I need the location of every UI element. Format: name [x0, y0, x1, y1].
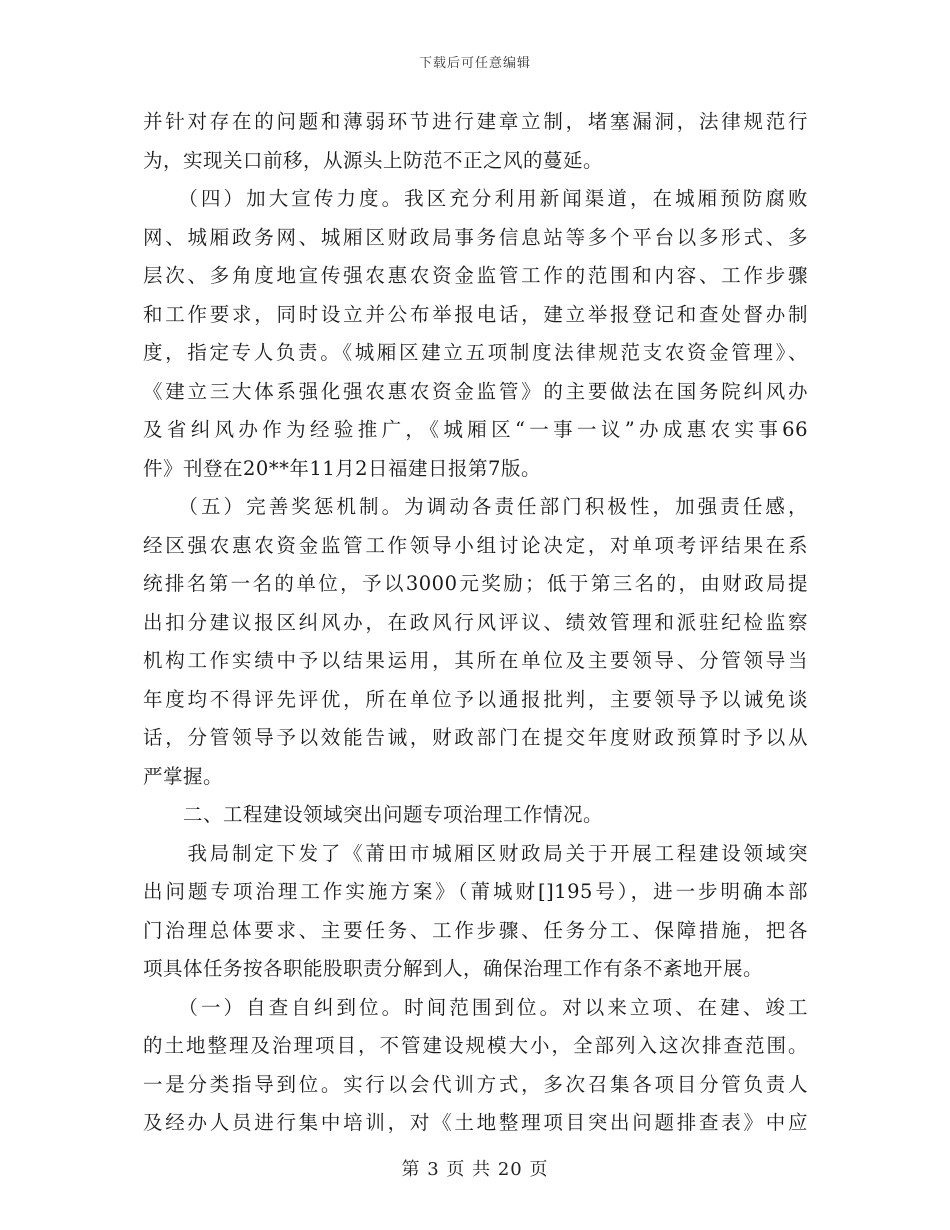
text-line: （一）自查自纠到位。时间范围到位。对以来立项、在建、竣工: [143, 995, 808, 1019]
text-line: 门治理总体要求、主要任务、工作步骤、任务分工、保障措施，把各: [143, 918, 808, 942]
text-line: 机构工作实绩中予以结果运用，其所在单位及主要领导、分管领导当: [143, 649, 808, 672]
text-line: 出扣分建议报区纠风办，在政风行风评议、绩效管理和派驻纪检监察: [143, 610, 808, 634]
text-line: 话，分管领导予以效能告诫，财政部门在提交年度财政预算时予以从: [143, 726, 808, 749]
text-line: 层次、多角度地宣传强农惠农资金监管工作的范围和内容、工作步骤: [143, 264, 808, 287]
text-line: 和工作要求，同时设立并公布举报电话，建立举报登记和查处督办制: [143, 302, 808, 326]
text-line: 度，指定专人负责。《城厢区建立五项制度法律规范支农资金管理》、: [143, 341, 808, 364]
text-line: 二、工程建设领域突出问题专项治理工作情况。: [143, 803, 604, 826]
page-number: 第 3 页 共 20 页: [401, 1159, 549, 1180]
text-line: 网、城厢政务网、城厢区财政局事务信息站等多个平台以多形式、多: [143, 225, 808, 249]
text-line: 及省纠风办作为经验推广，《城厢区“一事一议”办成惠农实事66: [143, 418, 808, 441]
text-line: （五）完善奖惩机制。为调动各责任部门积极性，加强责任感，: [143, 495, 808, 518]
text-line: 严掌握。: [143, 764, 224, 788]
text-line: （四）加大宣传力度。我区充分利用新闻渠道，在城厢预防腐败: [143, 187, 808, 210]
text-line: 的土地整理及治理项目，不管建设规模大小，全部列入这次排查范围。: [143, 1034, 808, 1057]
text-line: 年度均不得评先评优，所在单位予以通报批判，主要领导予以诫免谈: [143, 687, 808, 711]
text-line: 及经办人员进行集中培训，对《土地整理项目突出问题排查表》中应: [143, 1111, 808, 1134]
page-header: 下载后可任意编辑: [418, 56, 531, 71]
text-line: 统排名第一名的单位，予以3000元奖励；低于第三名的，由财政局提: [143, 572, 808, 595]
text-line: 我局制定下发了《莆田市城厢区财政局关于开展工程建设领域突: [143, 841, 808, 865]
text-line: 《建立三大体系强化强农惠农资金监管》的主要做法在国务院纠风办: [143, 379, 808, 403]
text-line: 件》刊登在20**年11月2日福建日报第7版。: [143, 456, 541, 480]
text-line: 一是分类指导到位。实行以会代训方式，多次召集各项目分管负责人: [143, 1072, 808, 1096]
text-line: 并针对存在的问题和薄弱环节进行建章立制，堵塞漏洞，法律规范行: [143, 110, 808, 133]
text-line: 经区强农惠农资金监管工作领导小组讨论决定，对单项考评结果在系: [143, 533, 808, 557]
text-line: 出问题专项治理工作实施方案》（莆城财[]195号），进一步明确本部: [143, 880, 808, 903]
text-line: 项具体任务按各职能股职责分解到人，确保治理工作有条不紊地开展。: [143, 957, 764, 980]
document-body: [143, 103, 808, 1143]
text-line: 为，实现关口前移，从源头上防范不正之风的蔓延。: [143, 148, 604, 172]
